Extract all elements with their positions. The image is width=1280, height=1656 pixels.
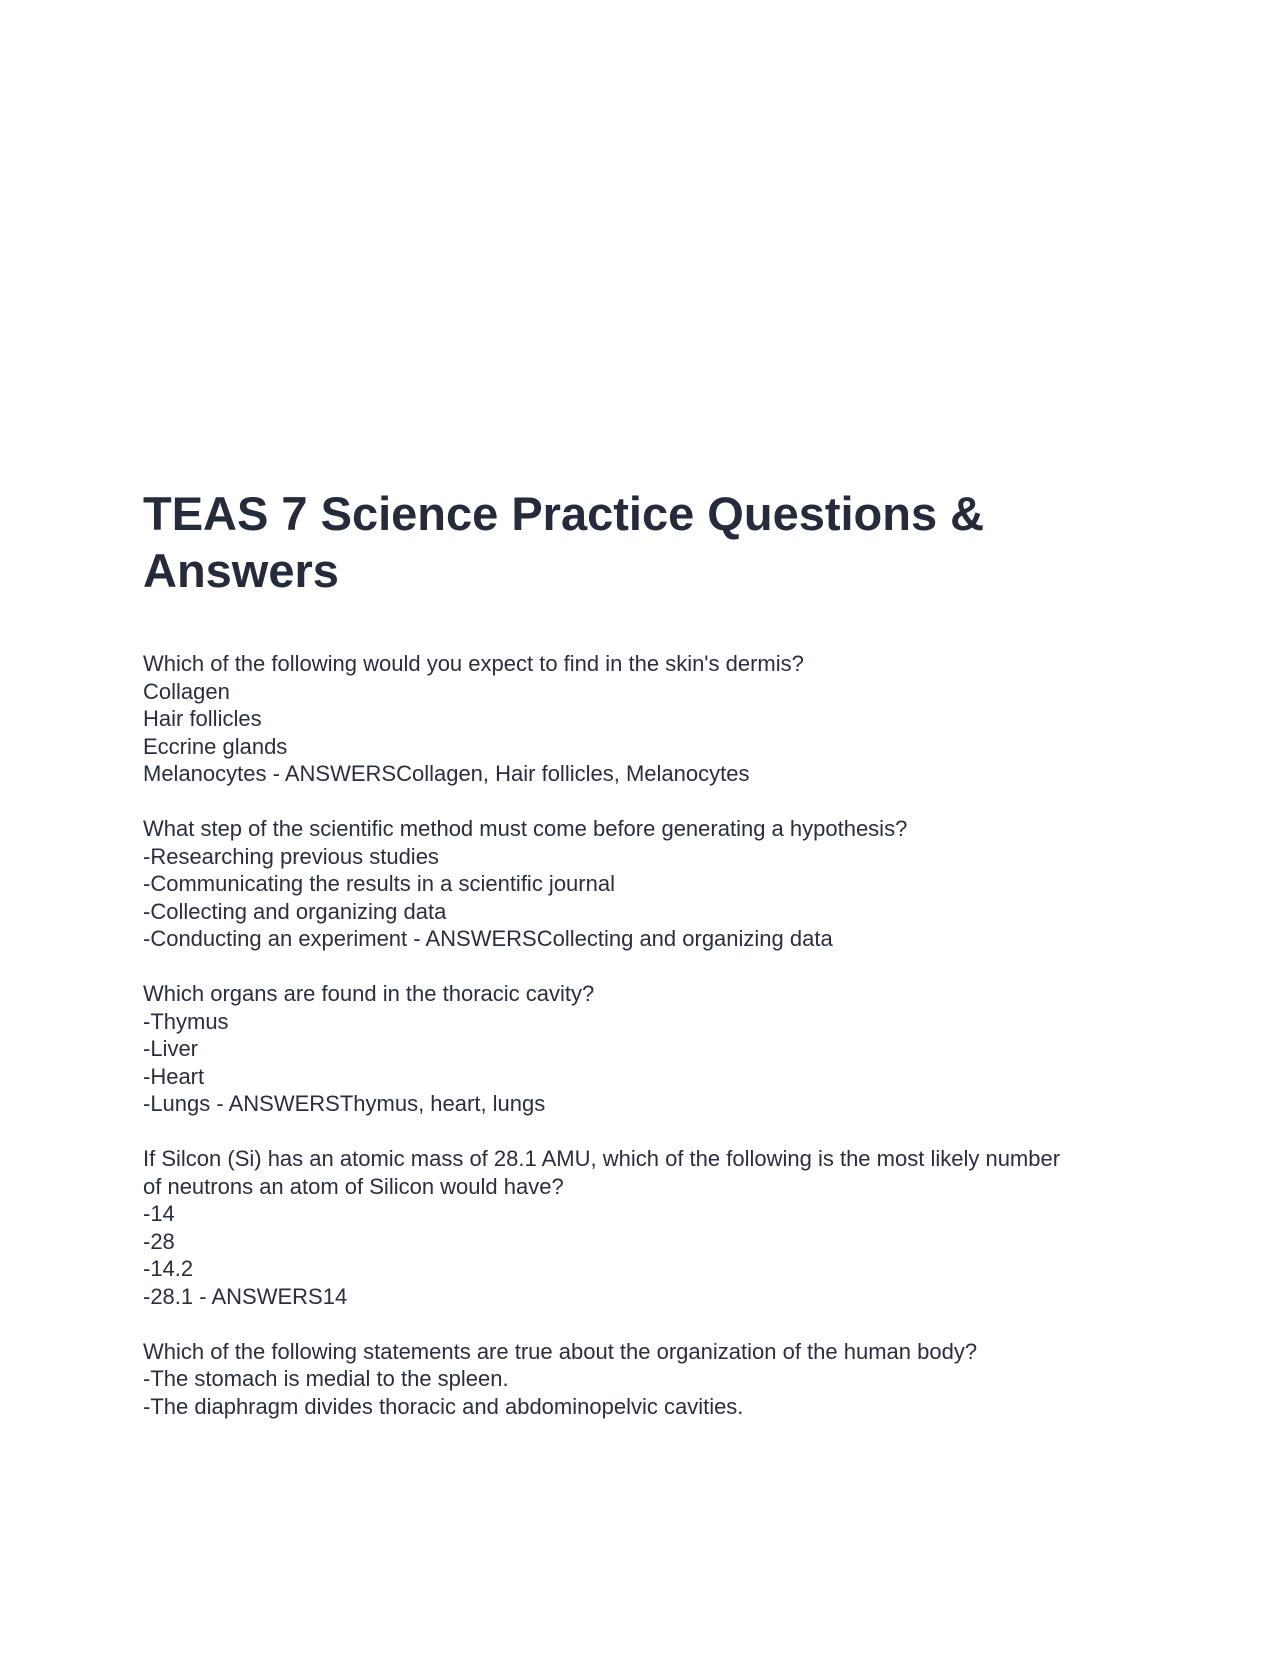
option: -Liver bbox=[143, 1036, 199, 1061]
option-with-answer: Melanocytes - ANSWERSCollagen, Hair follicles, Melanocytes bbox=[143, 761, 750, 786]
option: -The stomach is medial to the spleen. bbox=[143, 1366, 509, 1391]
option: -14 bbox=[143, 1201, 175, 1226]
question-block bbox=[143, 815, 1068, 953]
document-title: TEAS 7 Science Practice Questions & Answers bbox=[143, 487, 985, 597]
option: -Thymus bbox=[143, 1008, 229, 1034]
option: -Communicating the results in a scientific journal bbox=[143, 871, 615, 896]
option: -Researching previous studies bbox=[143, 843, 439, 869]
question-text: What step of the scientific method must come before generating a hypothesis? bbox=[143, 816, 908, 841]
question-block bbox=[143, 1145, 1068, 1310]
option: -Heart bbox=[143, 1063, 205, 1089]
option-with-answer: -28.1 - ANSWERS14 bbox=[143, 1283, 348, 1309]
question-block bbox=[143, 1338, 1068, 1421]
question-block bbox=[143, 980, 1068, 1118]
document-body bbox=[143, 650, 1068, 1448]
option: -Collecting and organizing data bbox=[143, 898, 447, 924]
option: -28 bbox=[143, 1228, 175, 1254]
option: Collagen bbox=[143, 678, 230, 704]
question-text: Which organs are found in the thoracic cavity? bbox=[143, 981, 595, 1006]
question-block bbox=[143, 650, 1068, 788]
question-text: If Silcon (Si) has an atomic mass of 28.1 AMU, which of the following is the most likely number of neutrons an atom of Silicon would have? bbox=[143, 1146, 1061, 1199]
option: -The diaphragm divides thoracic and abdominopelvic cavities. bbox=[143, 1393, 744, 1419]
option: Eccrine glands bbox=[143, 733, 288, 759]
option-with-answer: -Lungs - ANSWERSThymus, heart, lungs bbox=[143, 1091, 546, 1116]
question-text: Which of the following statements are true about the organization of the human body? bbox=[143, 1338, 978, 1364]
option: -14.2 bbox=[143, 1256, 194, 1281]
question-text: Which of the following would you expect to find in the skin's dermis? bbox=[143, 651, 804, 676]
option: Hair follicles bbox=[143, 706, 262, 731]
option-with-answer: -Conducting an experiment - ANSWERSCollecting and organizing data bbox=[143, 926, 833, 951]
